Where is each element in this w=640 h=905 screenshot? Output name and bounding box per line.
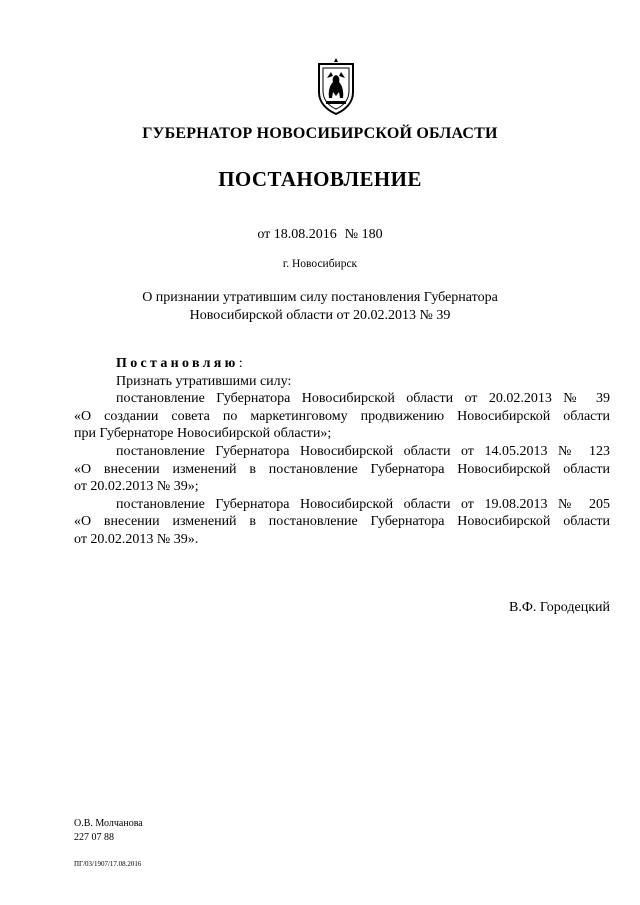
intro-paragraph: Признать утратившими силу: <box>116 373 292 389</box>
executor-phone: 227 07 88 <box>74 832 114 843</box>
document-type-heading: ПОСТАНОВЛЕНИЕ <box>218 167 422 191</box>
repealed-item-line: «О внесении изменений в постановление Губернатора Новосибирской области <box>74 514 610 530</box>
document-date: от 18.08.2016 <box>257 227 337 242</box>
signature-name: В.Ф. Городецкий <box>509 600 610 615</box>
repealed-item-line: от 20.02.2013 № 39». <box>74 531 199 547</box>
document-title <box>100 289 540 325</box>
repealed-item-line: при Губернаторе Новосибирской области»; <box>74 426 332 442</box>
document-body <box>74 355 610 549</box>
repealed-item-line: постановление Губернатора Новосибирской области от 14.05.2013 № 123 <box>116 443 610 459</box>
decree-word: Постановляю <box>116 356 239 371</box>
repealed-item-line: постановление Губернатора Новосибирской области от 19.08.2013 № 205 <box>116 496 610 512</box>
decree-colon: : <box>238 356 243 371</box>
city-line: г. Новосибирск <box>282 258 358 270</box>
repealed-item-line: «О внесении изменений в постановление Губернатора Новосибирской области <box>74 461 610 477</box>
document-number: № 180 <box>344 227 383 242</box>
title-line: Новосибирской области от 20.02.2013 № 39 <box>189 308 451 323</box>
organization-heading: ГУБЕРНАТОР НОВОСИБИРСКОЙ ОБЛАСТИ <box>142 125 498 142</box>
repealed-item-line: постановление Губернатора Новосибирской области от 20.02.2013 № 39 <box>116 391 610 407</box>
title-line: О признании утратившим силу постановления Губернатора <box>142 290 498 305</box>
decree-line <box>74 355 610 373</box>
repealed-item-line: от 20.02.2013 № 39»; <box>74 479 199 495</box>
coat-of-arms-icon <box>314 58 358 116</box>
executor-name: О.В. Молчанова <box>74 818 143 829</box>
date-number-line <box>0 227 640 243</box>
repealed-item-line: «О создании совета по маркетинговому продвижению Новосибирской области <box>74 408 610 424</box>
document-code: ПГ/03/1907/17.08.2016 <box>74 860 142 868</box>
